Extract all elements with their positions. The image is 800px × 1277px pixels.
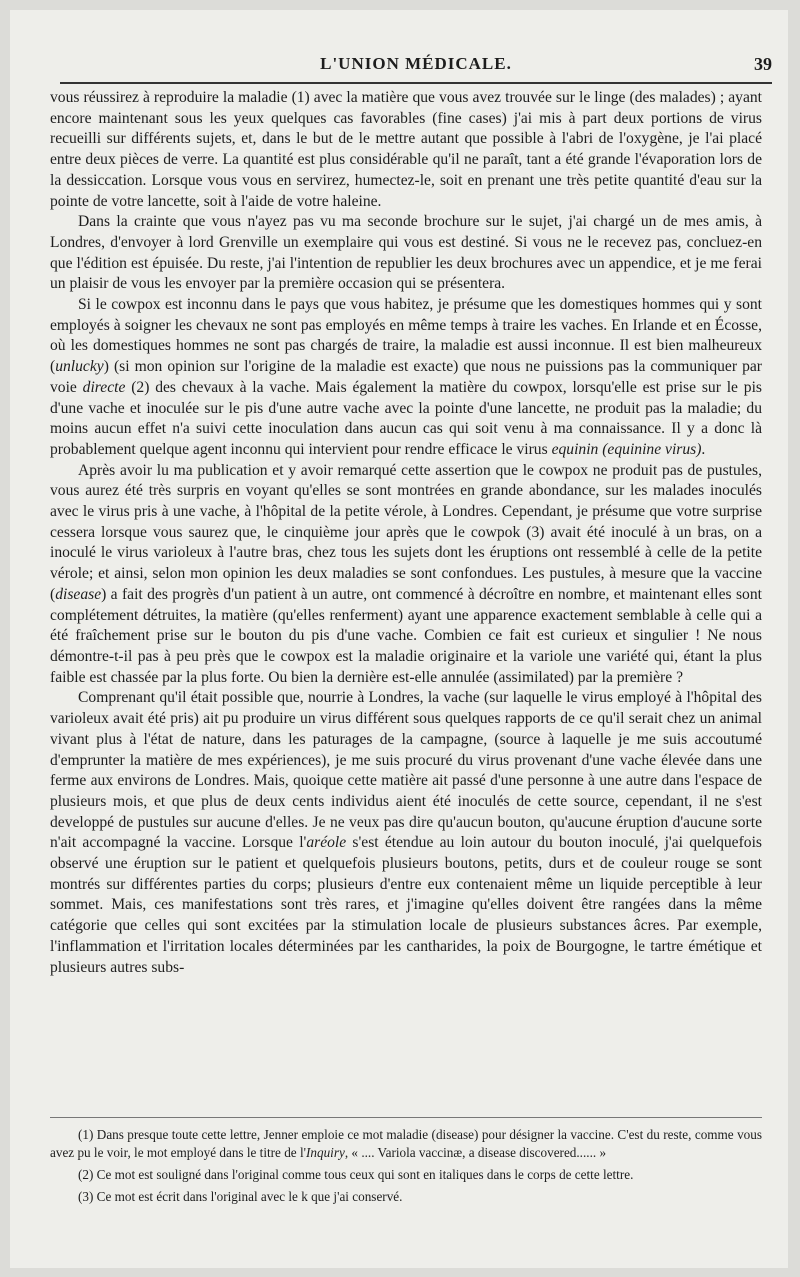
page-header [60,48,772,88]
italic-term: Inquiry [306,1145,345,1160]
footnote-3 [50,1188,762,1206]
paragraph-text: ) a fait des progrès d'un patient à un autre, ont commencé à décroître en nombre, et maintenant elles sont complétement détruites, la matière (qu'elles renferment) ayant une apparence exactement semblable à celle qui a été fraîchement prise sur le bouton du pis d'une vache. Combien ce fait est curieux et singulier ! Ne nous démontre-t-il pas à peu près que le cowpox est la maladie originaire et la variole une variété qui, étant la plus faible est chassée par la plus forte. Ou bien la dernière est-elle annulée (assimilated) par la première ? [50,585,762,686]
paragraph-text: Comprenant qu'il était possible que, nourrie à Londres, la vache (sur laquelle le virus employé à l'hôpital des varioleux avait été pris) ait pu produire un virus différent sous quelques rapports de ce qu'il serait chez un animal vivant plus à l'état de nature, dans les paturages de la campagne, (source à laquelle je me suis accoutumé d'emprunter la matière de mes expériences), je me suis procuré du virus provenant d'une vache élevée dans une ferme aux environs de Londres. Mais, quoique cette matière ait passé d'une personne à une autre dans l'espace de plusieurs mois, et que plus de deux cents individus aient été inoculés de cette source, cependant, il ne s'est developpé de pustules sur aucune d'elles. Je ne veux pas dire qu'aucun bouton, qu'aucune éruption d'aucune sorte n'ait accompagné la vaccine. Lorsque l' [50,689,762,852]
footnote-text: (3) Ce mot est écrit dans l'original avec le k que j'ai conservé. [78,1189,403,1204]
paragraph-text: ) (si mon opinion sur l'origine de la maladie est exacte) que nous ne puissions pas la communiquer par voie [50,358,762,396]
italic-term: unlucky [55,358,104,376]
footnote-text: (2) Ce mot est souligné dans l'original comme tous ceux qui sont en italiques dans le corps de cette lettre. [78,1167,634,1182]
paragraph-text: s'est étendue au loin autour du bouton inoculé, j'ai quelquefois observé une éruption sur le patient et quelquefois plusieurs boutons, petits, durs et de couleur rouge se sont montrés sur différentes parties du corps; plusieurs d'entre eux contenaient même un liquide perceptible à leur sommet. Mais, ces manifestations sont très rares, et j'imagine qu'elles doivent être rangées dans la même catégorie que celles qui sont excitées par la stimulation locale de plusieurs substances âcres. Par exemple, l'inflammation et l'irritation locales déterminées par les cantharides, la poix de Bourgogne, le tartre émétique et plusieurs autres subs- [50,834,762,976]
footnote-rule [50,1117,762,1118]
paragraph-5 [50,688,762,978]
body-text [50,88,762,978]
footnote-text: (1) Dans presque toute cette lettre, Jenner emploie ce mot maladie (disease) pour désigner la vaccine. C'est du reste, comme vous avez pu le voir, le mot employé dans le titre de l' [50,1127,762,1160]
paragraph-text: Dans la crainte que vous n'ayez pas vu ma seconde brochure sur le sujet, j'ai chargé un de mes amis, à Londres, d'envoyer à lord Grenville un exemplaire qui vous est destiné. Si vous ne le recevez pas, concluez-en que l'édition est épuisée. Du reste, j'ai l'intention de republier les deux brochures avec un appendice, et je me ferai un plaisir de vous les envoyer par la première occasion qui se présentera. [50,213,762,293]
paragraph-1 [50,88,762,212]
running-title: L'UNION MÉDICALE. [320,54,512,73]
italic-term: aréole [306,834,347,852]
header-rule [60,82,772,84]
paragraph-text: (2) des chevaux à la vache. Mais également la matière du cowpox, lorsqu'elle est prise sur le pis d'une vache et inoculée sur le pis d'une autre vache avec la pointe d'une lancette, ne produit pas la maladie; du moins aucun effet n'a suivi cette inoculation dans aucun cas qui soit venu à ma connaissance. Il y a donc là probablement quelque agent inconnu qui intervient pour rendre efficace le virus [50,378,762,458]
paragraph-text: Après avoir lu ma publication et y avoir remarqué cette assertion que le cowpox ne produit pas de pustules, vous aurez été très surpris en voyant qu'elles se sont montrées en grande abondance, sur les malades inoculés avec le virus pris à une vache, à l'hôpital de la petite vérole, à Londres. Cependant, je présume que votre surprise cessera lorsque vous saurez que, le cinquième jour après que le cowpok (3) avait été inoculé à un bras, on a inoculé le virus varioleux à l'autre bras, chez tous les sujets dont les éruptions ont ressemblé à celle de la petite vérole; et ainsi, selon mon opinion les deux maladies se sont confondues. Les pustules, à mesure que la vaccine ( [50,461,762,603]
footnotes [50,1126,762,1210]
footnote-2 [50,1166,762,1184]
paragraph-text: vous réussirez à reproduire la maladie (1) avec la matière que vous avez trouvée sur le linge (des malades) ; ayant encore maintenant sous les yeux quelques cas favorables (fine cases) j'ai mis à part deux portions de virus recueilli sur différents sujets, et, dans le but de le mettre autant que possible à l'abri de l'oxygène, je l'ai placé entre deux pièces de verre. La quantité est plus considérable qu'il ne paraît, tant a été grande l'évaporation lors de la dessiccation. Lorsque vous vous en servirez, humectez-le, soit en prenant une très petite quantité d'eau sur la pointe de votre lancette, soit à l'aide de votre haleine. [50,89,762,210]
paragraph-2 [50,212,762,295]
paragraph-3 [50,295,762,461]
italic-term: equinin (equinine virus) [551,440,702,458]
italic-term: disease [55,585,102,603]
paragraph-4 [50,461,762,689]
paragraph-text: . [701,440,706,458]
footnote-1 [50,1126,762,1162]
page-number: 39 [754,54,772,74]
paragraph-text: Si le cowpox est inconnu dans le pays que vous habitez, je présume que les domestiques hommes qui y sont employés à soigner les chevaux ne sont pas employés en même temps à traire les vaches. En Irlande et en Écosse, où les domestiques hommes ne sont pas chargés de traire, la maladie est aussi inconnue. Il est bien malheureux ( [50,296,762,376]
italic-term: directe [82,378,126,396]
footnote-text: , « .... Variola vaccinæ, a disease discovered...... » [344,1145,607,1160]
